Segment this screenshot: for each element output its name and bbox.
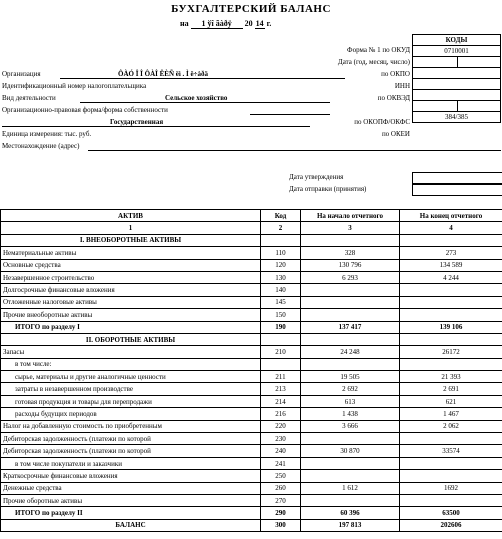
row-label: Краткосрочные финансовые вложения <box>1 470 261 482</box>
table-row <box>1 457 502 469</box>
inn-short-label: ИНН <box>394 82 410 90</box>
row-code: 240 <box>261 445 301 457</box>
row-end-value <box>400 234 502 246</box>
row-label: Прочие внеоборотные активы <box>1 309 261 321</box>
year-value: 14 <box>255 19 264 28</box>
okfs-cell <box>458 101 501 112</box>
row-end-value <box>400 333 502 345</box>
sent-label: Дата отправки (принятия) <box>289 185 367 193</box>
date-cell-2 <box>458 57 501 68</box>
row-start-value: 613 <box>301 395 400 407</box>
row-end-value <box>400 284 502 296</box>
row-start-value: 6 293 <box>301 271 400 283</box>
row-code: 300 <box>261 519 301 531</box>
row-label: Отложенные налоговые активы <box>1 296 261 308</box>
date-value: 1 ўî ãàðÿ <box>191 19 243 29</box>
table-row <box>1 470 502 482</box>
row-start-value <box>301 296 400 308</box>
row-code <box>261 234 301 246</box>
col-number: 4 <box>400 222 502 234</box>
okpo-cell <box>413 68 501 79</box>
row-label: БАЛАНС <box>1 519 261 531</box>
row-label: Основные средства <box>1 259 261 271</box>
activity-value: Сельское хозяйство <box>165 94 228 102</box>
row-label: Незавершенное строительство <box>1 271 261 283</box>
sent-date-box <box>412 184 502 196</box>
okei-code: 384/385 <box>413 112 501 123</box>
row-start-value <box>301 358 400 370</box>
row-start-value: 197 813 <box>301 519 400 531</box>
row-start-value: 130 796 <box>301 259 400 271</box>
table-row <box>1 346 502 358</box>
total-row <box>1 519 502 531</box>
row-label: II. ОБОРОТНЫЕ АКТИВЫ <box>1 333 261 345</box>
table-row <box>1 259 502 271</box>
row-end-value: 4 244 <box>400 271 502 283</box>
section-row <box>1 333 502 345</box>
ownership-value: Государственная <box>110 118 164 126</box>
row-label: в том числе покупатели и заказчики <box>1 457 261 469</box>
row-start-value: 60 396 <box>301 507 400 519</box>
col-number: 2 <box>261 222 301 234</box>
table-row <box>1 247 502 259</box>
okopf-cell <box>413 101 458 112</box>
row-start-value: 30 870 <box>301 445 400 457</box>
location-label: Местонахождение (адрес) <box>2 142 80 150</box>
row-code: 214 <box>261 395 301 407</box>
org-label: Организация <box>2 70 41 78</box>
year-prefix: 20 <box>244 19 253 28</box>
org-value: ÔÀÓ Î Î ÔÀÎ ÊÈÑ ëì . Ì ë÷àðä <box>118 70 208 78</box>
row-code: 270 <box>261 494 301 506</box>
approved-date-box <box>412 172 502 184</box>
col-header-code: Код <box>261 210 301 222</box>
date-cell-1 <box>413 57 458 68</box>
row-end-value: 21 393 <box>400 371 502 383</box>
row-label: в том числе: <box>1 358 261 370</box>
row-label: Денежные средства <box>1 482 261 494</box>
row-start-value <box>301 309 400 321</box>
report-date <box>180 19 271 29</box>
row-code: 190 <box>261 321 301 333</box>
row-label: I. ВНЕОБОРОТНЫЕ АКТИВЫ <box>1 234 261 246</box>
okved-label: по ОКВЭД <box>377 94 410 102</box>
row-label: Нематериальные активы <box>1 247 261 259</box>
row-code: 130 <box>261 271 301 283</box>
table-row <box>1 371 502 383</box>
row-label: затраты в незавершенном производстве <box>1 383 261 395</box>
unit-label: Единица измерения: тыс. руб. <box>2 130 92 138</box>
row-label: Дебиторская задолженность (платежи по которой <box>1 445 261 457</box>
row-code <box>261 358 301 370</box>
row-start-value <box>301 494 400 506</box>
row-end-value: 139 106 <box>400 321 502 333</box>
row-code: 211 <box>261 371 301 383</box>
inn-cell <box>413 79 501 90</box>
row-end-value: 134 589 <box>400 259 502 271</box>
row-code: 140 <box>261 284 301 296</box>
row-code: 210 <box>261 346 301 358</box>
row-code: 260 <box>261 482 301 494</box>
table-row <box>1 494 502 506</box>
row-end-value <box>400 358 502 370</box>
table-row <box>1 395 502 407</box>
row-start-value: 24 248 <box>301 346 400 358</box>
row-code: 250 <box>261 470 301 482</box>
table-row <box>1 296 502 308</box>
codes-header: КОДЫ <box>413 35 501 46</box>
date-label: Дата (год, месяц, число) <box>337 58 410 66</box>
row-code: 241 <box>261 457 301 469</box>
okopf-label: по ОКОПФ/ОКФС <box>354 118 410 126</box>
col-header-start: На начало отчетного <box>301 210 400 222</box>
col-header-asset: АКТИВ <box>1 210 261 222</box>
row-end-value: 33574 <box>400 445 502 457</box>
row-code: 120 <box>261 259 301 271</box>
row-code: 290 <box>261 507 301 519</box>
row-end-value: 202606 <box>400 519 502 531</box>
row-end-value <box>400 457 502 469</box>
row-start-value <box>301 433 400 445</box>
row-label: расходы будущих периодов <box>1 408 261 420</box>
okved-cell <box>413 90 501 101</box>
row-start-value: 19 505 <box>301 371 400 383</box>
table-row <box>1 284 502 296</box>
row-end-value: 2 062 <box>400 420 502 432</box>
row-label: ИТОГО по разделу I <box>1 321 261 333</box>
table-row <box>1 445 502 457</box>
table-row <box>1 433 502 445</box>
table-row <box>1 271 502 283</box>
col-number: 3 <box>301 222 400 234</box>
codes-table <box>412 34 501 123</box>
section-row <box>1 234 502 246</box>
row-end-value: 26172 <box>400 346 502 358</box>
row-start-value: 3 666 <box>301 420 400 432</box>
row-end-value <box>400 470 502 482</box>
table-row <box>1 482 502 494</box>
row-code: 110 <box>261 247 301 259</box>
form-code: 0710001 <box>413 46 501 57</box>
form-label: Форма № 1 по ОКУД <box>347 46 410 54</box>
row-end-value <box>400 433 502 445</box>
row-start-value <box>301 457 400 469</box>
table-row <box>1 408 502 420</box>
table-header-row <box>1 210 502 222</box>
okpo-label: по ОКПО <box>381 70 410 78</box>
row-start-value: 1 438 <box>301 408 400 420</box>
year-suffix: г. <box>266 19 272 28</box>
page-title: БУХГАЛТЕРСКИЙ БАЛАНС <box>171 3 331 15</box>
row-label: Дебиторская задолженность (платежи по которой <box>1 433 261 445</box>
row-start-value <box>301 470 400 482</box>
row-label: сырье, материалы и другие аналогичные ценности <box>1 371 261 383</box>
row-code: 216 <box>261 408 301 420</box>
row-end-value <box>400 296 502 308</box>
okei-label: по ОКЕИ <box>381 130 410 138</box>
ownership-label: Организационно-правовая форма/форма собственности <box>2 106 168 114</box>
row-label: Налог на добавленную стоимость по приобретенным <box>1 420 261 432</box>
total-row <box>1 507 502 519</box>
row-start-value <box>301 333 400 345</box>
row-label: Долгосрочные финансовые вложения <box>1 284 261 296</box>
activity-label: Вид деятельности <box>2 94 56 102</box>
row-end-value: 63500 <box>400 507 502 519</box>
table-row <box>1 383 502 395</box>
row-code: 220 <box>261 420 301 432</box>
row-end-value: 2 691 <box>400 383 502 395</box>
table-row <box>1 420 502 432</box>
row-start-value <box>301 234 400 246</box>
row-end-value <box>400 309 502 321</box>
col-number: 1 <box>1 222 261 234</box>
row-code: 230 <box>261 433 301 445</box>
table-row <box>1 309 502 321</box>
row-end-value: 1 467 <box>400 408 502 420</box>
row-start-value: 1 612 <box>301 482 400 494</box>
row-end-value: 621 <box>400 395 502 407</box>
row-code: 145 <box>261 296 301 308</box>
row-start-value: 328 <box>301 247 400 259</box>
row-code: 213 <box>261 383 301 395</box>
row-code: 150 <box>261 309 301 321</box>
col-header-end: На конец отчетного <box>400 210 502 222</box>
row-start-value: 137 417 <box>301 321 400 333</box>
total-row <box>1 321 502 333</box>
row-label: Запасы <box>1 346 261 358</box>
inn-label: Идентификационный номер налогоплательщика <box>2 82 147 90</box>
balance-table <box>0 209 502 532</box>
row-label: готовая продукция и товары для перепродажи <box>1 395 261 407</box>
row-end-value: 1692 <box>400 482 502 494</box>
row-start-value <box>301 284 400 296</box>
approved-label: Дата утверждения <box>289 173 344 181</box>
row-code <box>261 333 301 345</box>
row-end-value <box>400 494 502 506</box>
table-number-row <box>1 222 502 234</box>
row-end-value: 273 <box>400 247 502 259</box>
table-row <box>1 358 502 370</box>
row-start-value: 2 692 <box>301 383 400 395</box>
date-prefix: на <box>180 19 189 28</box>
row-label: Прочие оборотные активы <box>1 494 261 506</box>
row-label: ИТОГО по разделу II <box>1 507 261 519</box>
